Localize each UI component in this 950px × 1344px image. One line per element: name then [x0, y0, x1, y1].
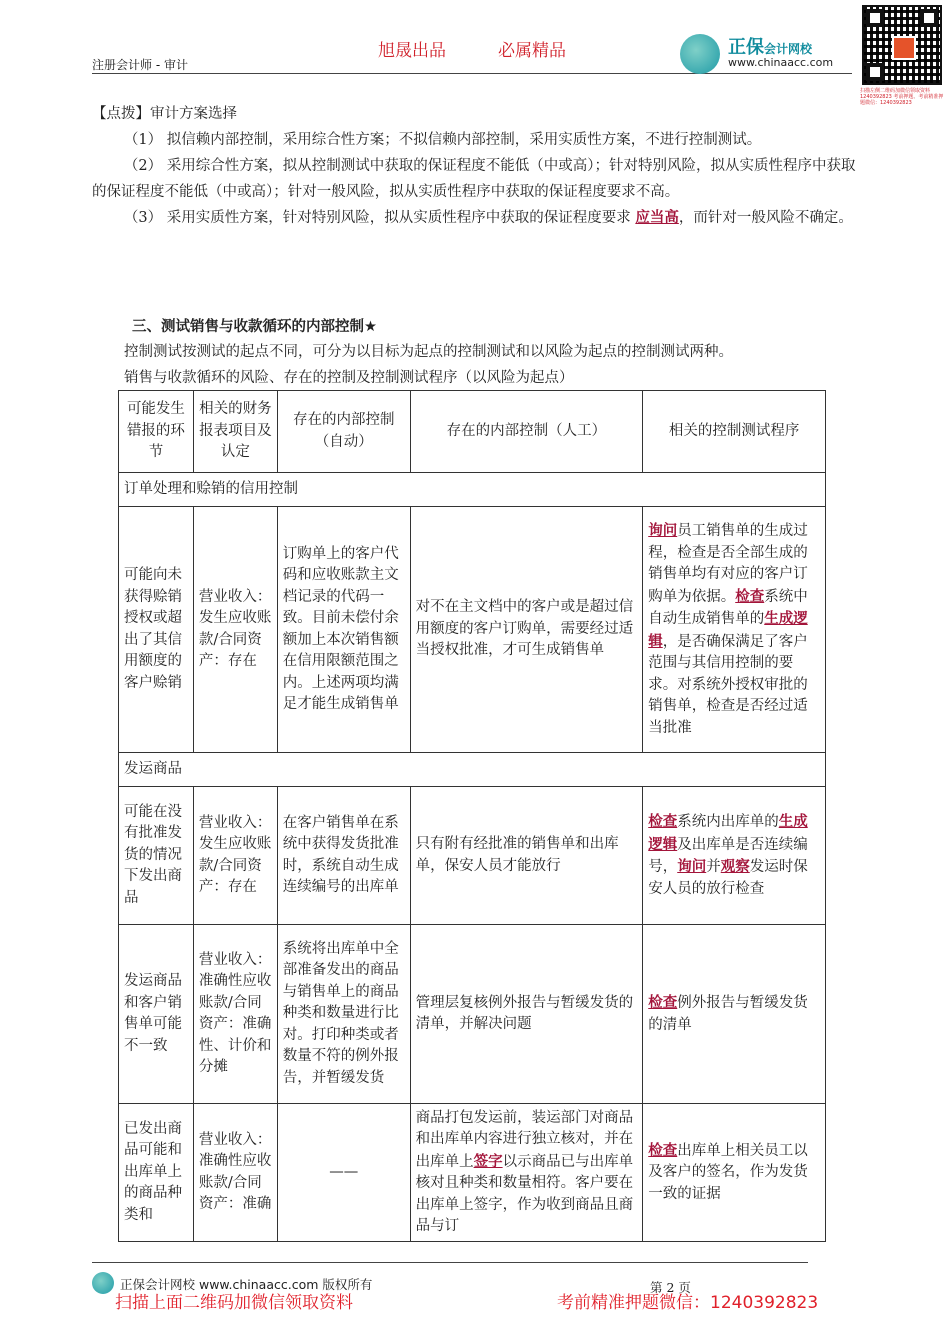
assertion-cell: 营业收入：准确性应收账款/合同资产：准确 [193, 1104, 277, 1242]
slogan-left: 旭晟出品 [378, 41, 446, 61]
page-number: 第 2 页 [650, 1280, 691, 1295]
manual-control-cell: 对不在主文档中的客户或是超过信用额度的客户订购单，需要经过适当授权批准，才可生成销售单 [410, 507, 643, 753]
control-test-table [118, 390, 826, 1242]
section-heading: 三、测试销售与收款循环的内部控制★ [132, 319, 377, 335]
tip-point-1: （1） 拟信赖内部控制，采用综合性方案；不拟信赖内部控制，采用实质性方案，不进行控制测试。 [123, 132, 762, 148]
auto-control-cell: 系统将出库单中全部准备发出的商品与销售单上的商品种类和数量进行比对。打印种类或者数量不符的例外报告，并暂缓发货 [277, 925, 410, 1104]
assertion-cell: 营业收入：发生应收账款/合同资产：存在 [193, 787, 277, 925]
risk-cell: 发运商品和客户销售单可能不一致 [119, 925, 194, 1104]
qr-caption: 扫描左侧二维码加微信领取资料 1240392823 考前押题、考前精准押题微信：1240392823 [860, 88, 944, 106]
manual-control-cell: 只有附有经批准的销售单和出库单，保安人员才能放行 [410, 787, 643, 925]
table-row [119, 1104, 826, 1242]
tip-label: 【点拨】审计方案选择 [92, 106, 237, 122]
table-group-row [119, 473, 826, 507]
table-title: 销售与收款循环的风险、存在的控制及控制测试程序（以风险为起点） [124, 370, 574, 386]
auto-control-cell: 订购单上的客户代码和应收账款主文档记录的代码一致。目前未偿付余额加上本次销售额在信用限额范围之内。上述两项均满足才能生成销售单 [277, 507, 410, 753]
header-cell: 相关的财务报表项目及认定 [193, 391, 277, 473]
slogan-right: 必属精品 [498, 41, 566, 61]
logo-name: 正保会计网校 [728, 37, 813, 58]
section-intro: 控制测试按测试的起点不同，可分为以目标为起点的控制测试和以风险为起点的控制测试两种。 [124, 344, 733, 360]
table-row [119, 925, 826, 1104]
manual-control-cell: 管理层复核例外报告与暂缓发货的清单，并解决问题 [410, 925, 643, 1104]
risk-cell: 可能向未获得赊销授权或超出了其信用额度的客户赊销 [119, 507, 194, 753]
auto-control-cell: —— [277, 1104, 410, 1242]
header-cell: 相关的控制测试程序 [643, 391, 826, 473]
tip-point-3: （3） 采用实质性方案，针对特别风险，拟从实质性程序中获取的保证程度要求 应当高，而针对一般风险不确定。 [123, 209, 853, 226]
test-procedure-cell: 询问员工销售单的生成过程，检查是否全部生成的销售单均有对应的客户订购单为依据。检查系统中自动生成销售单的生成逻辑，是否确保满足了客户范围与其信用控制的要求。对系统外授权审批的销售单，检查是否经过适当批准 [643, 507, 826, 753]
group-label: 订单处理和赊销的信用控制 [119, 473, 826, 507]
table-group-row [119, 753, 826, 787]
emphasis-text: 应当高 [635, 209, 679, 226]
logo-mark-icon [680, 34, 720, 74]
qr-center-logo-icon [892, 36, 916, 60]
test-procedure-cell: 检查出库单上相关员工以及客户的签名，作为发货一致的证据 [643, 1104, 826, 1242]
test-procedure-cell: 检查例外报告与暂缓发货的清单 [643, 925, 826, 1104]
header-cell: 存在的内部控制（人工） [410, 391, 643, 473]
footer-rule [92, 1262, 808, 1263]
footer-logo-icon [92, 1272, 114, 1294]
document-series-title: 注册会计师 - 审计 [92, 58, 188, 72]
table-row [119, 507, 826, 753]
assertion-cell: 营业收入：发生应收账款/合同资产：存在 [193, 507, 277, 753]
header-rule [92, 73, 852, 74]
tip-point-2: （2） 采用综合性方案，拟从控制测试中获取的保证程度不能低（中或高）；针对特别风险，拟从实质性程序中获取的保证程度不能低（中或高）；针对一般风险，拟从实质性程序中获取的保证程度要求不高。 [92, 158, 856, 200]
tip-block [92, 101, 862, 231]
risk-cell: 已发出商品可能和出库单上的商品种类和 [119, 1104, 194, 1242]
table-row [119, 787, 826, 925]
risk-cell: 可能在没有批准发货的情况下发出商品 [119, 787, 194, 925]
header-cell: 可能发生错报的环节 [119, 391, 194, 473]
table-header-row [119, 391, 826, 473]
group-label: 发运商品 [119, 753, 826, 787]
test-procedure-cell: 检查系统内出库单的生成逻辑及出库单是否连续编号，询问并观察发运时保安人员的放行检查 [643, 787, 826, 925]
footer-promo-right: 考前精准押题微信：1240392823 [557, 1293, 819, 1313]
qr-finder-icon [866, 63, 884, 81]
manual-control-cell: 商品打包发运前，装运部门对商品和出库单内容进行独立核对，并在出库单上签字以示商品已与出库单核对且种类和数量相符。客户要在出库单上签字，作为收到商品且商品与订 [410, 1104, 643, 1242]
qr-finder-icon [920, 9, 938, 27]
auto-control-cell: 在客户销售单在系统中获得发货批准时，系统自动生成连续编号的出库单 [277, 787, 410, 925]
assertion-cell: 营业收入：准确性应收账款/合同资产：准确性、计价和分摊 [193, 925, 277, 1104]
footer-copyright: 正保会计网校 www.chinaacc.com 版权所有 [120, 1277, 373, 1292]
footer-promo-left: 扫描上面二维码加微信领取资料 [115, 1293, 353, 1313]
header-cell: 存在的内部控制（自动） [277, 391, 410, 473]
qr-finder-icon [866, 9, 884, 27]
logo-url: www.chinaacc.com [728, 56, 834, 69]
brand-logo [680, 32, 855, 72]
